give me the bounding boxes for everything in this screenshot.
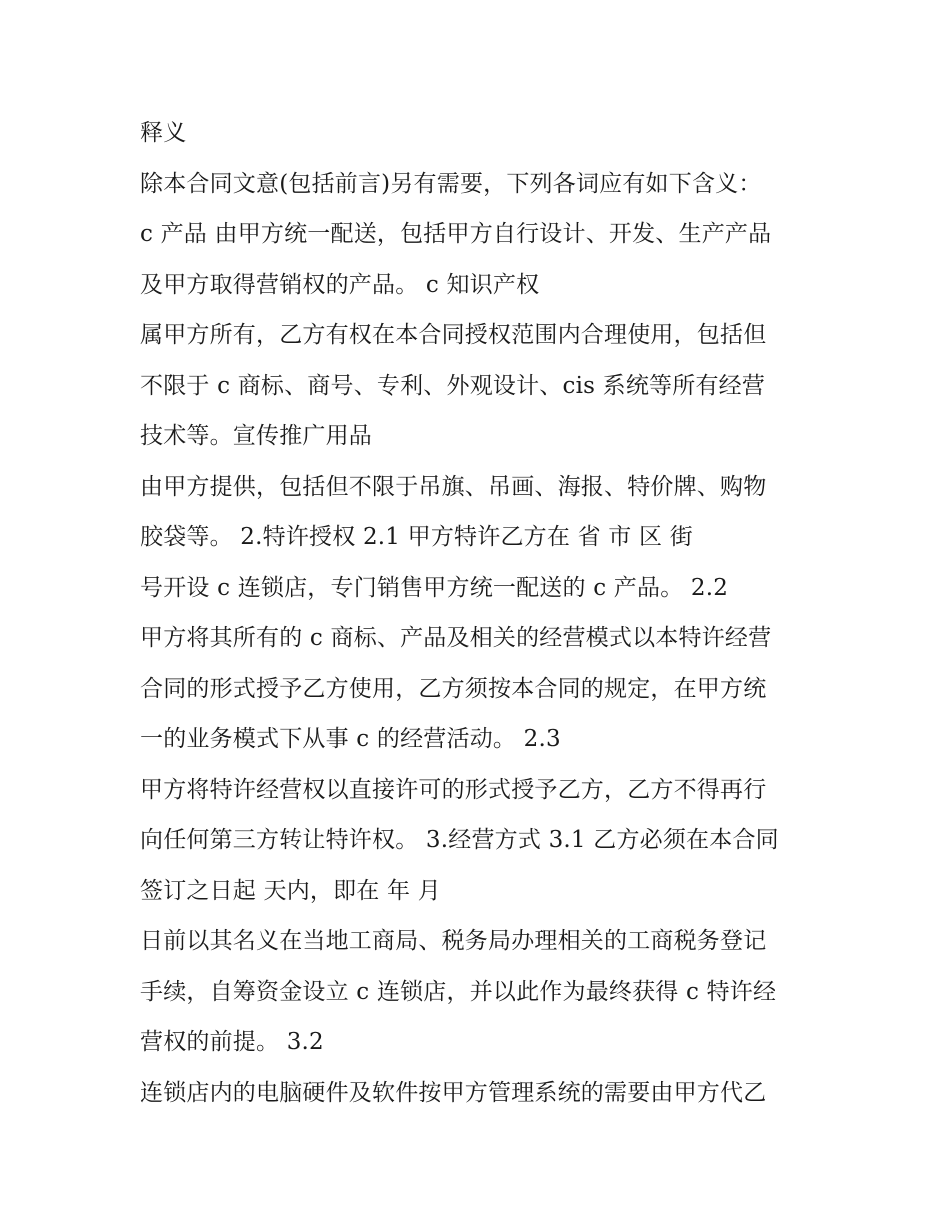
text-line: 甲方将特许经营权以直接许可的形式授予乙方，乙方不得再行: [140, 776, 767, 803]
text-line: 签订之日起 天内，即在 年 月: [140, 877, 441, 904]
text-line: 日前以其名义在当地工商局、税务局办理相关的工商税务登记: [140, 928, 767, 954]
text-line: 一的业务模式下从事 c 的经营活动。 2.3: [140, 726, 561, 752]
text-line: 合同的形式授予乙方使用，乙方须按本合同的规定，在甲方统: [140, 675, 767, 702]
text-line: 及甲方取得营销权的产品。 c 知识产权: [140, 271, 540, 298]
text-line: 技术等。宣传推广用品: [140, 423, 372, 449]
text-line: 向任何第三方转让特许权。 3.经营方式 3.1 乙方必须在本合同: [140, 827, 779, 853]
text-line: 连锁店内的电脑硬件及软件按甲方管理系统的需要由甲方代乙: [140, 1079, 767, 1106]
text-line: 除本合同文意(包括前言)另有需要，下列各词应有如下含义：: [140, 170, 762, 197]
section-heading: 释义: [140, 120, 187, 146]
text-line: 属甲方所有，乙方有权在本合同授权范围内合理使用，包括但: [140, 322, 767, 348]
text-line: c 产品 由甲方统一配送，包括甲方自行设计、开发、生产产品: [140, 221, 772, 247]
text-line: 营权的前提。 3.2: [140, 1029, 324, 1055]
text-line: 不限于 c 商标、商号、专利、外观设计、cis 系统等所有经营: [140, 372, 766, 399]
text-line: 号开设 c 连锁店，专门销售甲方统一配送的 c 产品。 2.2: [140, 574, 729, 601]
text-line: 胶袋等。 2.特许授权 2.1 甲方特许乙方在 省 市 区 街: [140, 524, 693, 550]
text-line: 由甲方提供，包括但不限于吊旗、吊画、海报、特价牌、购物: [140, 473, 767, 500]
document-body: [140, 108, 820, 1118]
text-line: 甲方将其所有的 c 商标、产品及相关的经营模式以本特许经营: [140, 625, 772, 651]
text-line: 手续，自筹资金设立 c 连锁店，并以此作为最终获得 c 特许经: [140, 978, 777, 1005]
